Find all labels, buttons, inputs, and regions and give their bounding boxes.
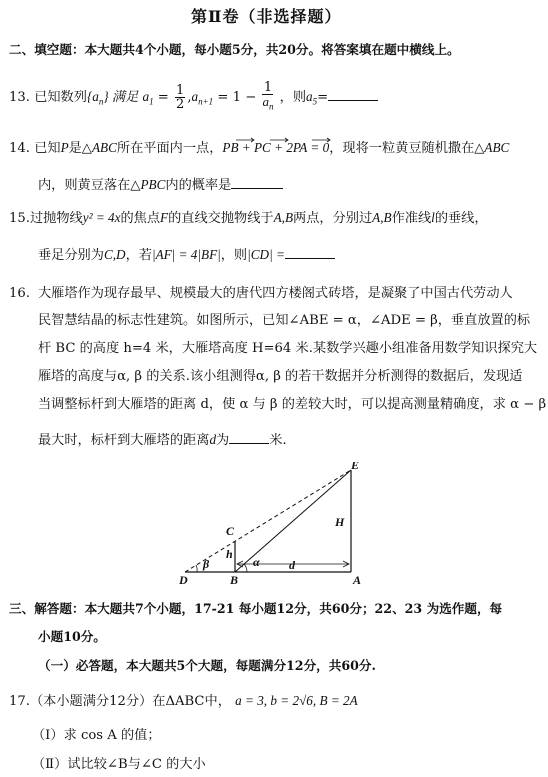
label-D: D	[179, 573, 188, 587]
q15-text-d: 两点，分别过	[293, 211, 373, 226]
q13-frac-half	[175, 84, 185, 111]
q13-text-c: ，则	[279, 89, 307, 105]
q15-text-c: 的直线交抛物线于	[168, 211, 274, 226]
q17-part-2: （Ⅱ）试比较∠B与∠C 的大小	[32, 757, 206, 772]
label-A: A	[353, 573, 362, 587]
q16-line-4: 雁塔的高度与α, β 的关系.该小组测得α, β 的若干数据并分析测得的数据后，发现适	[38, 369, 523, 384]
q13-frac2-den-sub: n	[268, 101, 274, 112]
q15-line2-c: ，则	[220, 248, 248, 263]
label-C: C	[226, 524, 235, 538]
q13-answer-blank[interactable]	[328, 88, 378, 101]
q13-eq3: =	[317, 89, 329, 105]
label-H: H	[335, 515, 345, 529]
q16-line-5: 当调整标杆到大雁塔的距离 d，使 α 与 β 的差较大时，可以提高测量精确度，求 α − β	[38, 397, 547, 412]
question-15-line-2	[38, 246, 335, 262]
q16-answer-blank[interactable]	[229, 431, 269, 444]
q14-vector-eq: PB + PC + 2PA = 0	[222, 140, 330, 155]
q15-text-b: 的焦点	[120, 211, 161, 226]
q14-line2-text: 内，则黄豆落在△	[38, 178, 141, 193]
q14-point-P: P	[60, 140, 69, 155]
q13-frac2-den: a	[262, 94, 269, 109]
q16-line-1: 大雁塔作为现存最早、规模最大的唐代四方楼阁式砖塔，是凝聚了中国古代劳动人	[38, 286, 513, 301]
q15-ask: |CD| =	[247, 247, 285, 262]
q16-last-b: 为	[216, 433, 230, 448]
q15-focus-F: F	[160, 210, 169, 225]
q15-line-l: l	[431, 210, 435, 225]
q13-seq: {a	[86, 88, 99, 104]
beta-arc	[196, 565, 197, 572]
page-title: 第Ⅱ卷（非选择题）	[191, 7, 342, 26]
q13-eq1: =	[157, 89, 169, 105]
q15-points-CD: C,D	[103, 247, 126, 262]
q17-part-1: （Ⅰ）求 cos A 的值；	[32, 728, 161, 743]
question-17	[9, 694, 358, 708]
q16-last-a: 最大时，标杆到大雁塔的距离	[38, 433, 210, 448]
q14-text-a: 已知	[34, 141, 61, 156]
q14-line2-text-b: 内的概率是	[165, 178, 232, 193]
q15-parabola: y² = 4x	[82, 210, 121, 225]
q13-text-a: 已知数列	[34, 89, 87, 105]
label-beta: β	[203, 557, 210, 571]
q15-points-AB: A,B	[273, 210, 294, 225]
question-14-line-2	[38, 176, 283, 192]
q16-line-3: 杆 BC 的高度 h=4 米，大雁塔高度 H=64 米.某数学兴趣小组准备用数学知识探究大	[38, 341, 538, 356]
q15-answer-blank[interactable]	[285, 246, 335, 259]
section-3-heading-2: 小题10分。	[38, 629, 106, 644]
q15-line2-b: ，若	[125, 248, 152, 263]
question-13	[9, 81, 378, 115]
label-alpha: α	[253, 555, 260, 569]
q13-an1: a	[191, 88, 199, 104]
q14-answer-blank[interactable]	[231, 176, 283, 189]
q13-frac2-num: 1	[263, 80, 273, 95]
q17-intro: （本小题满分12分）在ΔABC中，	[29, 694, 231, 709]
q15-points-AB-2: A,B	[372, 210, 392, 225]
section-2-heading: 二、填空题：本大题共4个小题，每小题5分，共20分。将答案填在题中横线上。	[9, 42, 460, 57]
line-DE	[185, 470, 351, 572]
q14-text-d: ，现将一粒黄豆随机撒在△	[329, 141, 485, 156]
q13-number: 13.	[9, 89, 30, 105]
q14-text-c: 所在平面内一点，	[116, 141, 223, 156]
q15-text-f: 的垂线，	[434, 211, 488, 226]
q15-number: 15.	[9, 211, 30, 226]
q13-a5-sub: 5	[312, 96, 318, 107]
label-E: E	[351, 462, 360, 472]
q13-comma: ,	[187, 89, 192, 105]
q13-an1-sub: n+1	[198, 96, 214, 107]
q14-number: 14.	[9, 141, 30, 156]
question-16-number: 16.	[9, 286, 30, 301]
label-B: B	[230, 573, 239, 587]
q16-line-6	[38, 431, 287, 447]
q14-text-b: 是△	[68, 141, 92, 156]
q15-text-a: 过抛物线	[29, 211, 83, 226]
q14-triangle-ABC: ABC	[91, 140, 117, 155]
q13-frac1-den: 2	[176, 96, 185, 112]
q13-a1: a	[142, 88, 150, 104]
q14-vector-arrows	[234, 136, 354, 144]
q17-given: a = 3, b = 2√6, B = 2A	[235, 693, 358, 708]
q16-line-2: 民智慧结晶的标志性建筑。如图所示，已知∠ABE = α，∠ADE = β，垂直放置的标	[38, 313, 531, 328]
section-3-heading-1: 三、解答题：本大题共7个小题，17-21 每小题12分，共60分；22、23 为选作题，每	[9, 601, 503, 616]
q13-frac1-num: 1	[176, 82, 185, 98]
q15-condition: |AF| = 4|BF|	[151, 247, 221, 262]
q13-seq-sub: n	[98, 96, 104, 107]
q17-number: 17.	[9, 694, 30, 709]
q13-frac-recip	[262, 81, 273, 114]
question-15-line-1	[9, 211, 488, 225]
section-3-subheading: （一）必答题，本大题共5个大题，每题满分12分，共60分.	[38, 658, 376, 673]
q13-a1-sub: 1	[149, 96, 154, 107]
q13-a5: a	[306, 88, 313, 104]
label-d: d	[289, 558, 295, 572]
q13-eq2: = 1 −	[217, 89, 257, 105]
tower-diagram	[175, 462, 365, 587]
alpha-arc	[244, 564, 247, 572]
q15-line2-a: 垂足分别为	[38, 248, 104, 263]
q13-text-b: } 满足	[103, 88, 139, 104]
q16-d: d	[209, 432, 217, 447]
q15-text-e: 作准线	[391, 211, 432, 226]
q16-last-c: 米.	[269, 433, 287, 448]
q14-triangle-ABC-2: ABC	[484, 140, 510, 155]
q14-triangle-PBC: PBC	[140, 177, 166, 192]
label-h: h	[226, 547, 233, 561]
